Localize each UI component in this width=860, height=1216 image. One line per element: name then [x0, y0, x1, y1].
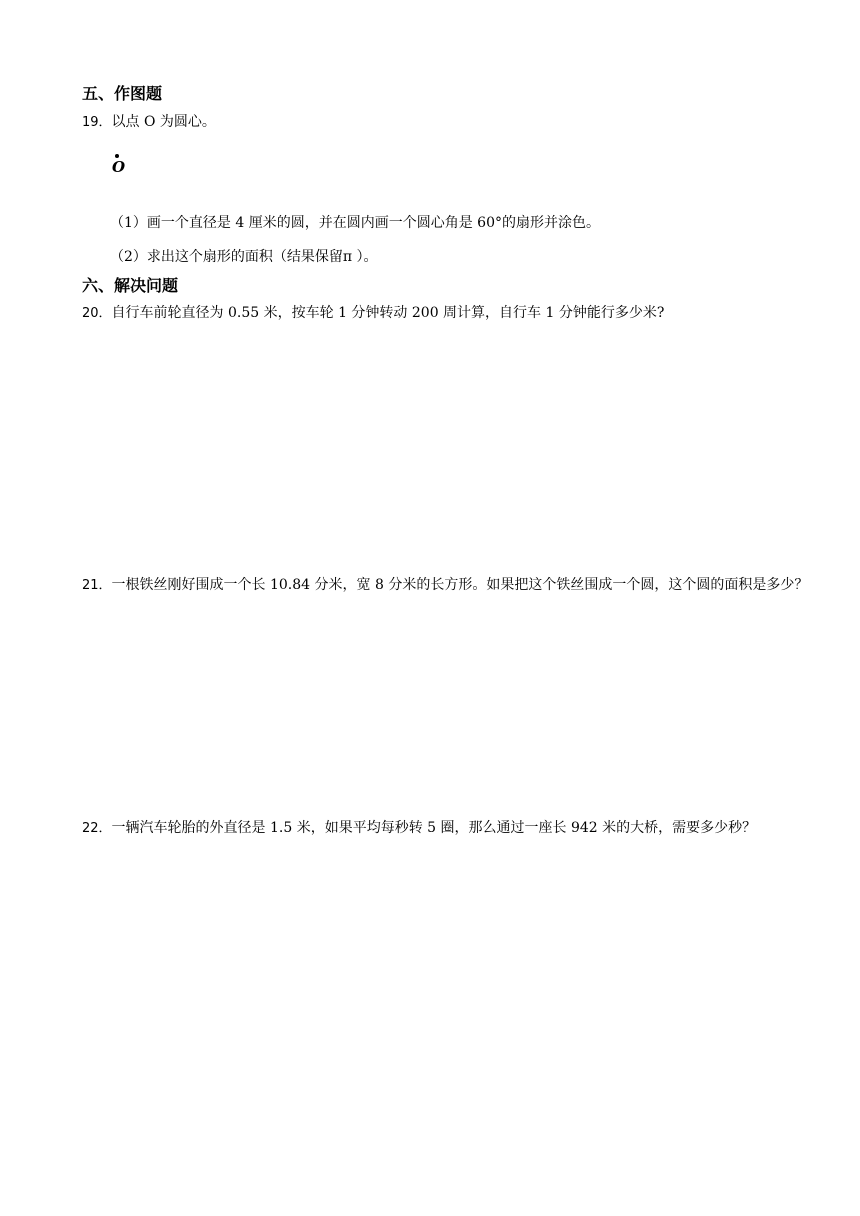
center-point-o: [108, 150, 132, 178]
question-22: [82, 813, 810, 844]
question-text: 一辆汽车轮胎的外直径是 1.5 米，如果平均每秒转 5 圈，那么通过一座长 942 米的大桥，需要多少秒？: [111, 820, 757, 836]
question-20: [82, 298, 810, 329]
question-19: [82, 107, 810, 138]
question-19-part-1: （1）画一个直径是 4 厘米的圆，并在圆内画一个圆心角是 60°的扇形并涂色。: [110, 215, 600, 231]
question-number: 21．: [82, 578, 112, 593]
section-title-problems: 六、解决问题: [82, 276, 179, 295]
question-21: [82, 570, 810, 601]
question-number: 19．: [82, 115, 112, 130]
question-text: 以点 O 为圆心。: [111, 114, 216, 130]
question-number: 22．: [82, 821, 112, 836]
question-number: 20．: [82, 306, 112, 321]
question-19-part-2: （2）求出这个扇形的面积（结果保留π ）。: [110, 249, 378, 265]
question-text: 一根铁丝刚好围成一个长 10.84 分米，宽 8 分米的长方形。如果把这个铁丝围成一个圆，这个圆的面积是多少？: [111, 577, 809, 593]
section-title-drawing: 五、作图题: [82, 84, 163, 103]
question-text: 自行车前轮直径为 0.55 米，按车轮 1 分钟转动 200 周计算，自行车 1 分钟能行多少米?: [111, 305, 665, 321]
point-label: O: [112, 158, 126, 176]
